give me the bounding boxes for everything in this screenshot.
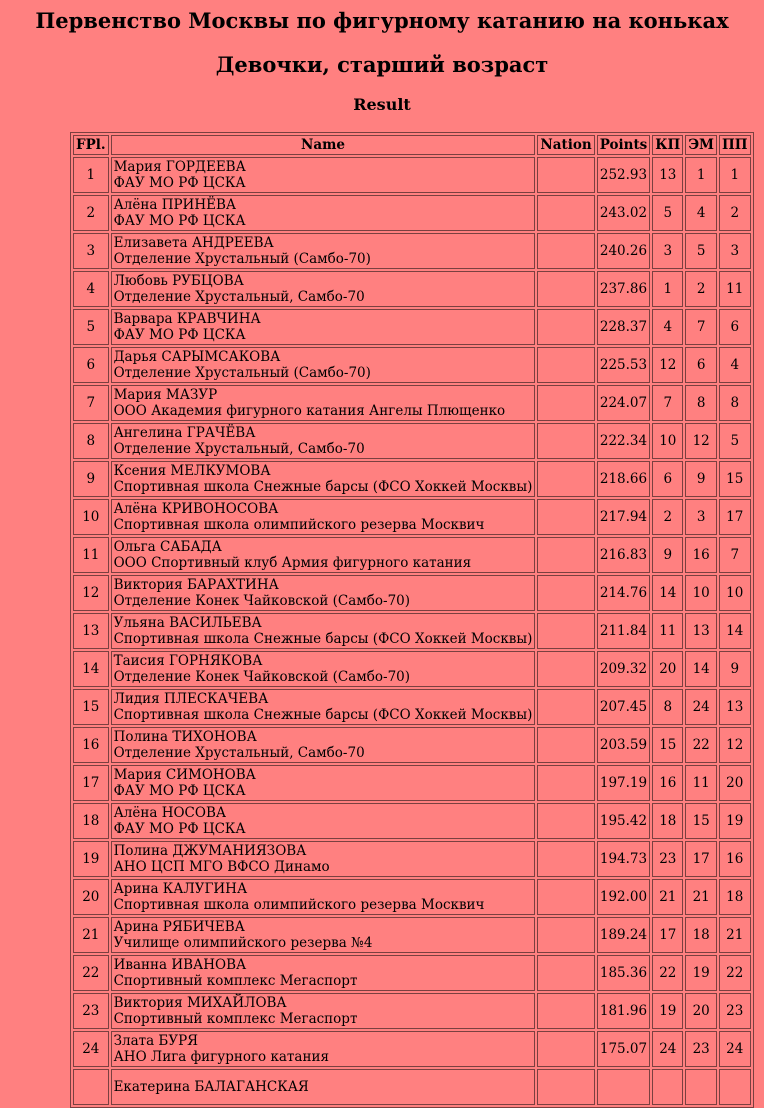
table-row bbox=[73, 727, 751, 763]
club-name: Отделение Конек Чайковской (Самбо-70) bbox=[113, 669, 411, 685]
club-name: Спортивная школа Снежные барсы (ФСО Хоккей Москвы) bbox=[113, 479, 533, 495]
nation-cell bbox=[537, 233, 594, 269]
kp-cell: 9 bbox=[652, 537, 683, 573]
pp-cell: 12 bbox=[719, 727, 751, 763]
skater-name: Ангелина ГРАЧЁВА bbox=[113, 425, 256, 441]
table-row bbox=[73, 537, 751, 573]
kp-cell: 18 bbox=[652, 803, 683, 839]
pp-cell: 9 bbox=[719, 651, 751, 687]
points-cell: 175.07 bbox=[597, 1031, 651, 1067]
kp-cell: 16 bbox=[652, 765, 683, 801]
name-cell bbox=[111, 271, 536, 307]
points-cell: 207.45 bbox=[597, 689, 651, 725]
kp-cell: 23 bbox=[652, 841, 683, 877]
points-cell: 214.76 bbox=[597, 575, 651, 611]
place-cell: 6 bbox=[73, 347, 109, 383]
skater-name: Полина ДЖУМАНИЯЗОВА bbox=[113, 843, 307, 859]
header-kp: КП bbox=[652, 135, 683, 155]
skater-name: Ольга САБАДА bbox=[113, 539, 222, 555]
kp-cell: 6 bbox=[652, 461, 683, 497]
name-cell bbox=[111, 233, 536, 269]
place-cell: 21 bbox=[73, 917, 109, 953]
points-cell: 185.36 bbox=[597, 955, 651, 991]
name-cell bbox=[111, 499, 536, 535]
kp-cell: 11 bbox=[652, 613, 683, 649]
kp-cell: 20 bbox=[652, 651, 683, 687]
skater-name: Мария СИМОНОВА bbox=[113, 767, 256, 783]
kp-cell bbox=[652, 1069, 683, 1105]
nation-cell bbox=[537, 195, 594, 231]
points-cell: 240.26 bbox=[597, 233, 651, 269]
table-row bbox=[73, 993, 751, 1029]
place-cell: 23 bbox=[73, 993, 109, 1029]
skater-name: Варвара КРАВЧИНА bbox=[113, 311, 261, 327]
name-cell bbox=[111, 613, 536, 649]
nation-cell bbox=[537, 955, 594, 991]
em-cell: 5 bbox=[685, 233, 717, 269]
em-cell: 9 bbox=[685, 461, 717, 497]
table-row bbox=[73, 499, 751, 535]
place-cell: 17 bbox=[73, 765, 109, 801]
points-cell: 228.37 bbox=[597, 309, 651, 345]
name-cell bbox=[111, 917, 536, 953]
pp-cell: 10 bbox=[719, 575, 751, 611]
nation-cell bbox=[537, 347, 594, 383]
kp-cell: 15 bbox=[652, 727, 683, 763]
club-name: Училище олимпийского резерва №4 bbox=[113, 935, 373, 951]
pp-cell: 5 bbox=[719, 423, 751, 459]
points-cell: 209.32 bbox=[597, 651, 651, 687]
club-name: АНО ЦСП МГО ВФСО Динамо bbox=[113, 859, 330, 875]
place-cell: 10 bbox=[73, 499, 109, 535]
skater-name: Мария ГОРДЕЕВА bbox=[113, 159, 246, 175]
place-cell: 8 bbox=[73, 423, 109, 459]
skater-name: Дарья САРЫМСАКОВА bbox=[113, 349, 281, 365]
table-row bbox=[73, 309, 751, 345]
club-name: Спортивная школа олимпийского резерва Москвич bbox=[113, 517, 485, 533]
points-cell: 222.34 bbox=[597, 423, 651, 459]
table-row bbox=[73, 385, 751, 421]
em-cell: 23 bbox=[685, 1031, 717, 1067]
pp-cell: 14 bbox=[719, 613, 751, 649]
name-cell bbox=[111, 993, 536, 1029]
nation-cell bbox=[537, 803, 594, 839]
nation-cell bbox=[537, 651, 594, 687]
skater-name: Ульяна ВАСИЛЬЕВА bbox=[113, 615, 262, 631]
header-fpl: FPl. bbox=[73, 135, 109, 155]
table-row bbox=[73, 765, 751, 801]
skater-name: Злата БУРЯ bbox=[113, 1033, 199, 1049]
place-cell: 15 bbox=[73, 689, 109, 725]
club-name: ФАУ МО РФ ЦСКА bbox=[113, 821, 246, 837]
results-table bbox=[70, 132, 754, 1108]
club-name: АНО Лига фигурного катания bbox=[113, 1049, 329, 1065]
name-cell bbox=[111, 689, 536, 725]
place-cell: 12 bbox=[73, 575, 109, 611]
kp-cell: 3 bbox=[652, 233, 683, 269]
pp-cell: 23 bbox=[719, 993, 751, 1029]
name-cell bbox=[111, 803, 536, 839]
skater-name: Виктория БАРАХТИНА bbox=[113, 577, 279, 593]
skater-name: Виктория МИХАЙЛОВА bbox=[113, 995, 287, 1011]
em-cell: 4 bbox=[685, 195, 717, 231]
club-name: Отделение Конек Чайковской (Самбо-70) bbox=[113, 593, 411, 609]
pp-cell: 24 bbox=[719, 1031, 751, 1067]
name-cell bbox=[111, 347, 536, 383]
nation-cell bbox=[537, 917, 594, 953]
page-subtitle: Девочки, старший возраст bbox=[215, 52, 549, 77]
name-cell bbox=[111, 575, 536, 611]
name-cell bbox=[111, 727, 536, 763]
place-cell: 4 bbox=[73, 271, 109, 307]
points-cell bbox=[597, 1069, 651, 1105]
em-cell: 21 bbox=[685, 879, 717, 915]
place-cell: 14 bbox=[73, 651, 109, 687]
pp-cell: 6 bbox=[719, 309, 751, 345]
club-name: ФАУ МО РФ ЦСКА bbox=[113, 175, 246, 191]
skater-name: Любовь РУБЦОВА bbox=[113, 273, 244, 289]
points-cell: 216.83 bbox=[597, 537, 651, 573]
points-cell: 225.53 bbox=[597, 347, 651, 383]
points-cell: 217.94 bbox=[597, 499, 651, 535]
skater-name: Лидия ПЛЕСКАЧЕВА bbox=[113, 691, 269, 707]
name-cell bbox=[111, 651, 536, 687]
em-cell: 24 bbox=[685, 689, 717, 725]
skater-name: Арина РЯБИЧЕВА bbox=[113, 919, 245, 935]
pp-cell: 22 bbox=[719, 955, 751, 991]
table-row bbox=[73, 613, 751, 649]
club-name: ООО Спортивный клуб Армия фигурного катания bbox=[113, 555, 472, 571]
points-cell: 181.96 bbox=[597, 993, 651, 1029]
club-name: Спортивная школа Снежные барсы (ФСО Хоккей Москвы) bbox=[113, 631, 533, 647]
em-cell bbox=[685, 1069, 717, 1105]
kp-cell: 22 bbox=[652, 955, 683, 991]
place-cell: 16 bbox=[73, 727, 109, 763]
table-row bbox=[73, 423, 751, 459]
club-name: Отделение Хрустальный (Самбо-70) bbox=[113, 251, 371, 267]
place-cell: 22 bbox=[73, 955, 109, 991]
em-cell: 16 bbox=[685, 537, 717, 573]
club-name: Спортивная школа Снежные барсы (ФСО Хоккей Москвы) bbox=[113, 707, 533, 723]
pp-cell: 2 bbox=[719, 195, 751, 231]
place-cell: 13 bbox=[73, 613, 109, 649]
em-cell: 10 bbox=[685, 575, 717, 611]
pp-cell: 18 bbox=[719, 879, 751, 915]
points-cell: 189.24 bbox=[597, 917, 651, 953]
points-cell: 192.00 bbox=[597, 879, 651, 915]
points-cell: 211.84 bbox=[597, 613, 651, 649]
points-cell: 218.66 bbox=[597, 461, 651, 497]
em-cell: 1 bbox=[685, 157, 717, 193]
name-cell bbox=[111, 157, 536, 193]
name-cell bbox=[111, 385, 536, 421]
em-cell: 14 bbox=[685, 651, 717, 687]
place-cell: 2 bbox=[73, 195, 109, 231]
place-cell: 18 bbox=[73, 803, 109, 839]
table-row bbox=[73, 461, 751, 497]
kp-cell: 17 bbox=[652, 917, 683, 953]
place-cell: 3 bbox=[73, 233, 109, 269]
nation-cell bbox=[537, 575, 594, 611]
header-name: Name bbox=[111, 135, 536, 155]
club-name: Отделение Хрустальный (Самбо-70) bbox=[113, 365, 371, 381]
name-cell bbox=[111, 841, 536, 877]
name-cell bbox=[111, 1069, 536, 1105]
nation-cell bbox=[537, 841, 594, 877]
club-name: ФАУ МО РФ ЦСКА bbox=[113, 213, 246, 229]
page-title: Первенство Москвы по фигурному катанию на коньках bbox=[35, 8, 729, 33]
skater-name: Алёна КРИВОНОСОВА bbox=[113, 501, 279, 517]
kp-cell: 14 bbox=[652, 575, 683, 611]
pp-cell: 16 bbox=[719, 841, 751, 877]
pp-cell: 3 bbox=[719, 233, 751, 269]
points-cell: 195.42 bbox=[597, 803, 651, 839]
nation-cell bbox=[537, 993, 594, 1029]
em-cell: 18 bbox=[685, 917, 717, 953]
nation-cell bbox=[537, 1031, 594, 1067]
place-cell: 19 bbox=[73, 841, 109, 877]
header-nation: Nation bbox=[537, 135, 594, 155]
results-body bbox=[73, 157, 751, 1105]
points-cell: 203.59 bbox=[597, 727, 651, 763]
club-name: Отделение Хрустальный, Самбо-70 bbox=[113, 745, 365, 761]
skater-name: Таисия ГОРНЯКОВА bbox=[113, 653, 263, 669]
nation-cell bbox=[537, 309, 594, 345]
nation-cell bbox=[537, 613, 594, 649]
table-row bbox=[73, 195, 751, 231]
em-cell: 19 bbox=[685, 955, 717, 991]
em-cell: 2 bbox=[685, 271, 717, 307]
pp-cell: 15 bbox=[719, 461, 751, 497]
nation-cell bbox=[537, 1069, 594, 1105]
skater-name: Иванна ИВАНОВА bbox=[113, 957, 247, 973]
club-name: ФАУ МО РФ ЦСКА bbox=[113, 783, 246, 799]
club-name: Отделение Хрустальный, Самбо-70 bbox=[113, 441, 365, 457]
club-name: Спортивный комплекс Мегаспорт bbox=[113, 973, 358, 989]
pp-cell: 17 bbox=[719, 499, 751, 535]
kp-cell: 24 bbox=[652, 1031, 683, 1067]
name-cell bbox=[111, 765, 536, 801]
place-cell: 24 bbox=[73, 1031, 109, 1067]
header-row bbox=[73, 135, 751, 155]
name-cell bbox=[111, 309, 536, 345]
nation-cell bbox=[537, 537, 594, 573]
nation-cell bbox=[537, 879, 594, 915]
header-em: ЭМ bbox=[685, 135, 717, 155]
skater-name: Елизавета АНДРЕЕВА bbox=[113, 235, 274, 251]
kp-cell: 2 bbox=[652, 499, 683, 535]
kp-cell: 7 bbox=[652, 385, 683, 421]
points-cell: 252.93 bbox=[597, 157, 651, 193]
pp-cell: 20 bbox=[719, 765, 751, 801]
table-row bbox=[73, 689, 751, 725]
header-pp: ПП bbox=[719, 135, 751, 155]
skater-name: Алёна НОСОВА bbox=[113, 805, 227, 821]
nation-cell bbox=[537, 385, 594, 421]
em-cell: 12 bbox=[685, 423, 717, 459]
em-cell: 22 bbox=[685, 727, 717, 763]
skater-name: Арина КАЛУГИНА bbox=[113, 881, 248, 897]
nation-cell bbox=[537, 727, 594, 763]
skater-name: Мария МАЗУР bbox=[113, 387, 218, 403]
name-cell bbox=[111, 195, 536, 231]
table-row bbox=[73, 651, 751, 687]
name-cell bbox=[111, 955, 536, 991]
place-cell: 5 bbox=[73, 309, 109, 345]
kp-cell: 13 bbox=[652, 157, 683, 193]
pp-cell: 19 bbox=[719, 803, 751, 839]
em-cell: 11 bbox=[685, 765, 717, 801]
name-cell bbox=[111, 423, 536, 459]
table-row bbox=[73, 271, 751, 307]
skater-name: Полина ТИХОНОВА bbox=[113, 729, 257, 745]
kp-cell: 5 bbox=[652, 195, 683, 231]
table-row bbox=[73, 233, 751, 269]
club-name: Спортивная школа олимпийского резерва Москвич bbox=[113, 897, 485, 913]
place-cell: 9 bbox=[73, 461, 109, 497]
pp-cell: 4 bbox=[719, 347, 751, 383]
section-heading: Result bbox=[353, 95, 411, 114]
nation-cell bbox=[537, 271, 594, 307]
em-cell: 7 bbox=[685, 309, 717, 345]
nation-cell bbox=[537, 765, 594, 801]
place-cell: 20 bbox=[73, 879, 109, 915]
header-points: Points bbox=[597, 135, 651, 155]
kp-cell: 1 bbox=[652, 271, 683, 307]
nation-cell bbox=[537, 689, 594, 725]
pp-cell: 8 bbox=[719, 385, 751, 421]
table-row bbox=[73, 841, 751, 877]
points-cell: 194.73 bbox=[597, 841, 651, 877]
kp-cell: 10 bbox=[652, 423, 683, 459]
em-cell: 13 bbox=[685, 613, 717, 649]
place-cell: 7 bbox=[73, 385, 109, 421]
pp-cell: 13 bbox=[719, 689, 751, 725]
pp-cell: 7 bbox=[719, 537, 751, 573]
club-name: ФАУ МО РФ ЦСКА bbox=[113, 327, 246, 343]
skater-name: Ксения МЕЛКУМОВА bbox=[113, 463, 271, 479]
em-cell: 20 bbox=[685, 993, 717, 1029]
nation-cell bbox=[537, 423, 594, 459]
nation-cell bbox=[537, 461, 594, 497]
kp-cell: 12 bbox=[652, 347, 683, 383]
skater-name: Алёна ПРИНЁВА bbox=[113, 197, 237, 213]
kp-cell: 8 bbox=[652, 689, 683, 725]
em-cell: 17 bbox=[685, 841, 717, 877]
table-row bbox=[73, 1031, 751, 1067]
name-cell bbox=[111, 1031, 536, 1067]
club-name: ООО Академия фигурного катания Ангелы Плющенко bbox=[113, 403, 506, 419]
name-cell bbox=[111, 537, 536, 573]
kp-cell: 4 bbox=[652, 309, 683, 345]
table-row bbox=[73, 879, 751, 915]
points-cell: 224.07 bbox=[597, 385, 651, 421]
club-name: Отделение Хрустальный, Самбо-70 bbox=[113, 289, 365, 305]
em-cell: 6 bbox=[685, 347, 717, 383]
table-row bbox=[73, 955, 751, 991]
points-cell: 237.86 bbox=[597, 271, 651, 307]
em-cell: 8 bbox=[685, 385, 717, 421]
pp-cell bbox=[719, 1069, 751, 1105]
table-row bbox=[73, 803, 751, 839]
club-name: Спортивный комплекс Мегаспорт bbox=[113, 1011, 358, 1027]
kp-cell: 19 bbox=[652, 993, 683, 1029]
kp-cell: 21 bbox=[652, 879, 683, 915]
name-cell bbox=[111, 879, 536, 915]
table-row bbox=[73, 157, 751, 193]
table-row bbox=[73, 917, 751, 953]
nation-cell bbox=[537, 499, 594, 535]
points-cell: 197.19 bbox=[597, 765, 651, 801]
em-cell: 3 bbox=[685, 499, 717, 535]
place-cell: 11 bbox=[73, 537, 109, 573]
name-cell bbox=[111, 461, 536, 497]
pp-cell: 1 bbox=[719, 157, 751, 193]
points-cell: 243.02 bbox=[597, 195, 651, 231]
place-cell bbox=[73, 1069, 109, 1105]
table-row bbox=[73, 1069, 751, 1105]
table-row bbox=[73, 575, 751, 611]
em-cell: 15 bbox=[685, 803, 717, 839]
place-cell: 1 bbox=[73, 157, 109, 193]
table-row bbox=[73, 347, 751, 383]
pp-cell: 11 bbox=[719, 271, 751, 307]
pp-cell: 21 bbox=[719, 917, 751, 953]
skater-name: Екатерина БАЛАГАНСКАЯ bbox=[113, 1079, 309, 1095]
nation-cell bbox=[537, 157, 594, 193]
